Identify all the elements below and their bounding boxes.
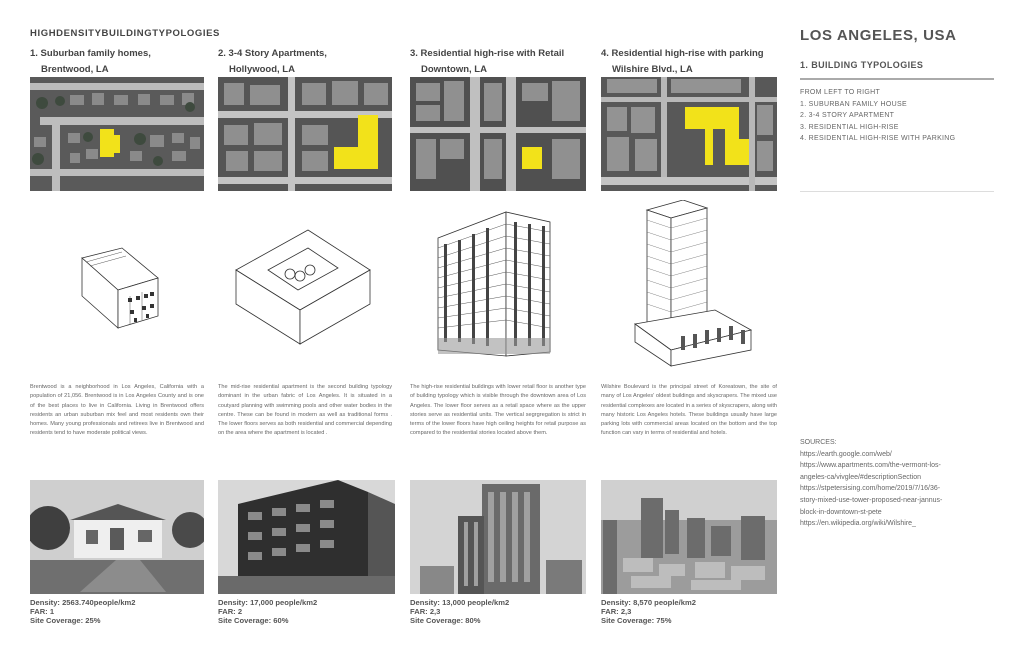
column-1-title <box>30 46 151 78</box>
divider-bottom <box>800 191 994 192</box>
source-link[interactable]: angeles-ca/vivglee/#descriptionSection <box>800 473 922 481</box>
column-3-description: The high-rise residential buildings with lower retail floor is another type of building typology which is visible through the downtown area of Los Angeles. The lower floor serves as a retail space where as the upper stories serve as residential units. The vertical segrgregation is strict in terms of the lower floors have high ceiling heights for retail purpose as compared to the residential stories located above them. <box>410 384 586 437</box>
column-2-description: The mid-rise residential apartment is the second building typology dominant in the urban fabric of Los Angeles. It is situated in a coutyard planning with swimming pools and other water bodies in the centre. These can be found in modern as well as traditional forms . The lower floors serves as both residential and commercial depending on the area where the apartment is located . <box>218 384 392 437</box>
axonometric-suburban-house <box>30 200 204 370</box>
photo-wilshire-skyline <box>601 480 777 594</box>
aerial-map-downtown <box>410 77 586 191</box>
column-1-description: Brentwood is a neighborhood in Los Angeles, California with a population of 21,056. Brentwood is in Los Angeles County and is one of the best places to live in California. Living in Brentwood offers residents an urban suburban mix feel and most residents own their homes. Many young professionals and retirees live in Brentwood and residents tend to have moderate political views. <box>30 384 204 437</box>
column-4-stats <box>601 598 696 626</box>
typology-list-item: 4. RESIDENTIAL HIGH-RISE WITH PARKING <box>800 135 956 143</box>
divider-top <box>800 78 994 80</box>
sources-title: SOURCES: <box>800 439 837 446</box>
section-subtitle: 1. BUILDING TYPOLOGIES <box>800 60 924 70</box>
city-title: LOS ANGELES, USA <box>800 27 957 44</box>
sheet-title: HIGHDENSITYBUILDINGTYPOLOGIES <box>30 28 220 39</box>
column-3-title-line1: 3. Residential high-rise with Retail <box>410 48 565 59</box>
column-2-density: Density: 17,000 people/km2 <box>218 598 318 607</box>
column-4-title-line2: Wilshire Blvd., LA <box>612 64 693 75</box>
source-link[interactable]: story-mixed-use-tower-proposed-near-jannus- <box>800 496 943 504</box>
photo-suburban-house <box>30 480 204 594</box>
column-1-title-line2: Brentwood, LA <box>41 64 109 75</box>
column-2-title-line2: Hollywood, LA <box>229 64 295 75</box>
column-1-density: Density: 2563.740people/km2 <box>30 598 136 607</box>
column-1-far: FAR: 1 <box>30 607 55 617</box>
column-4-description: Wilshire Boulevard is the principal street of Koreatown, the site of many of Los Angeles' oldest buildings and skyscrapers. The mixed use residential complexes are located in a series of skyscrapers, along with many historic Los Angeles hotels. These buildings usually have large parking lots with commercial areas located on the bottom and the top function can vary in terms of residential and hotels. <box>601 384 777 437</box>
column-2-far: FAR: 2 <box>218 607 243 617</box>
aerial-map-apartments <box>218 77 392 191</box>
typology-list-item: FROM LEFT TO RIGHT <box>800 89 881 96</box>
column-3-title <box>410 46 564 78</box>
column-1-title-line1: 1. Suburban family homes, <box>30 48 151 59</box>
axonometric-courtyard-apartment <box>218 200 392 370</box>
column-2-title-line1: 2. 3-4 Story Apartments, <box>218 48 327 59</box>
column-4-title-line1: 4. Residential high-rise with parking <box>601 48 764 59</box>
column-3-coverage: Site Coverage: 80% <box>410 616 481 626</box>
source-link[interactable]: https://www.apartments.com/the-vermont-los- <box>800 462 941 470</box>
source-link[interactable]: https://stpetersising.com/home/2019/7/16/36- <box>800 485 941 493</box>
typology-list-item: 2. 3-4 STORY APARTMENT <box>800 112 895 120</box>
column-2-coverage: Site Coverage: 60% <box>218 616 289 626</box>
column-2-title <box>218 46 327 78</box>
column-3-title-line2: Downtown, LA <box>421 64 487 75</box>
column-1-coverage: Site Coverage: 25% <box>30 616 101 626</box>
column-3-far: FAR: 2,3 <box>410 607 441 617</box>
column-3-stats <box>410 598 509 626</box>
aerial-map-suburban <box>30 77 204 191</box>
column-1-stats <box>30 598 136 626</box>
column-4-coverage: Site Coverage: 75% <box>601 616 672 626</box>
column-4-far: FAR: 2,3 <box>601 607 632 617</box>
column-4-title <box>601 46 764 78</box>
aerial-map-wilshire <box>601 77 777 191</box>
typology-list <box>800 87 955 145</box>
column-4-density: Density: 8,570 people/km2 <box>601 598 696 607</box>
source-link[interactable]: https://en.wikipedia.org/wiki/Wilshire_ <box>800 520 916 528</box>
axonometric-highrise-parking <box>601 200 777 370</box>
photo-apartment-building <box>218 480 395 594</box>
photo-downtown-highrise <box>410 480 586 594</box>
typology-list-item: 1. SUBURBAN FAMILY HOUSE <box>800 100 907 108</box>
column-3-density: Density: 13,000 people/km2 <box>410 598 510 607</box>
source-link[interactable]: https://earth.google.com/web/ <box>800 450 892 458</box>
axonometric-highrise-retail <box>410 200 586 370</box>
typology-list-item: 3. RESIDENTIAL HIGH-RISE <box>800 123 899 131</box>
column-2-stats <box>218 598 317 626</box>
sources-list <box>800 437 942 530</box>
source-link[interactable]: block-in-downtown-st-pete <box>800 508 882 516</box>
